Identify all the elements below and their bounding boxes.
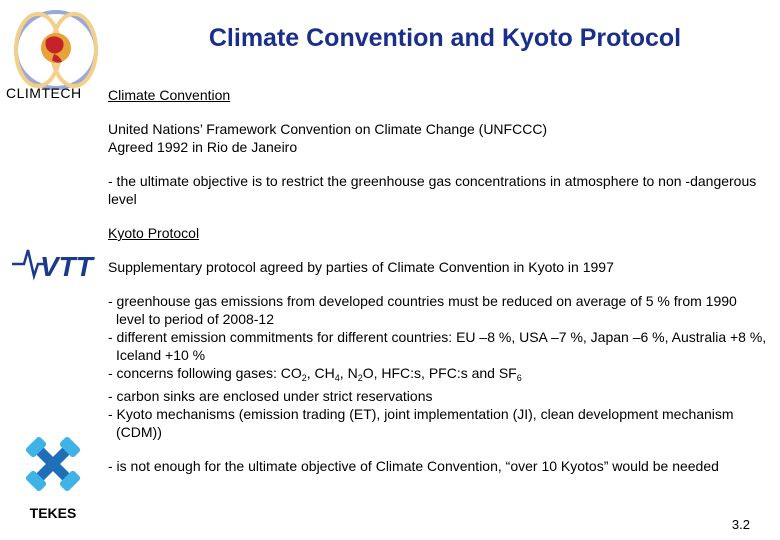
gases-prefix: - concerns following gases: CO xyxy=(108,365,302,381)
kyoto-bullet-2: - different emission commitments for different countries: EU –8 %, USA –7 %, Japan –6 %, Australia +8 %, Iceland +10 % xyxy=(108,329,767,363)
gases-mid-3: O, HFC:s, PFC:s and SF xyxy=(362,365,517,381)
climtech-logo-text: CLIMTECH xyxy=(6,85,82,101)
gases-mid-2: , N xyxy=(339,365,358,381)
page-number: 3.2 xyxy=(731,517,750,532)
vtt-logo-text: VTT xyxy=(40,251,93,282)
slide-content xyxy=(108,86,768,475)
objective-text: - the ultimate objective is to restrict the greenhouse gas concentrations in atmosphere to non -dangerous level xyxy=(108,173,757,207)
ch4-subscript: 4 xyxy=(334,373,340,383)
heading-kyoto-protocol: Kyoto Protocol xyxy=(108,225,200,241)
heading-climate-convention: Climate Convention xyxy=(108,87,231,103)
conclusion-text: - is not enough for the ultimate objective of Climate Convention, “over 10 Kyotos” would be needed xyxy=(108,458,719,474)
page-title: Climate Convention and Kyoto Protocol xyxy=(208,24,682,52)
kyoto-bullet-5: - Kyoto mechanisms (emission trading (ET), joint implementation (JI), clean development mechanism (CDM)) xyxy=(108,406,734,440)
supplementary-text: Supplementary protocol agreed by parties of Climate Convention in Kyoto in 1997 xyxy=(108,259,614,275)
n2o-subscript: 2 xyxy=(357,373,363,383)
unfccc-line-2: Agreed 1992 in Rio de Janeiro xyxy=(108,139,298,155)
kyoto-bullet-3 xyxy=(108,364,768,387)
kyoto-bullet-1: - greenhouse gas emissions from developed countries must be reduced on average of 5 % from 1990 level to period of 2008-12 xyxy=(108,293,737,327)
co2-subscript: 2 xyxy=(301,373,307,383)
gases-mid-1: , CH xyxy=(306,365,335,381)
tekes-logo xyxy=(12,428,94,524)
kyoto-bullet-4: - carbon sinks are enclosed under strict reservations xyxy=(108,388,433,404)
climtech-logo xyxy=(8,6,104,96)
tekes-logo-text: TEKES xyxy=(29,505,77,521)
unfccc-line-1: United Nations’ Framework Convention on Climate Change (UNFCCC) xyxy=(108,121,548,137)
vtt-logo xyxy=(10,242,100,282)
sf6-subscript: 6 xyxy=(516,373,522,383)
